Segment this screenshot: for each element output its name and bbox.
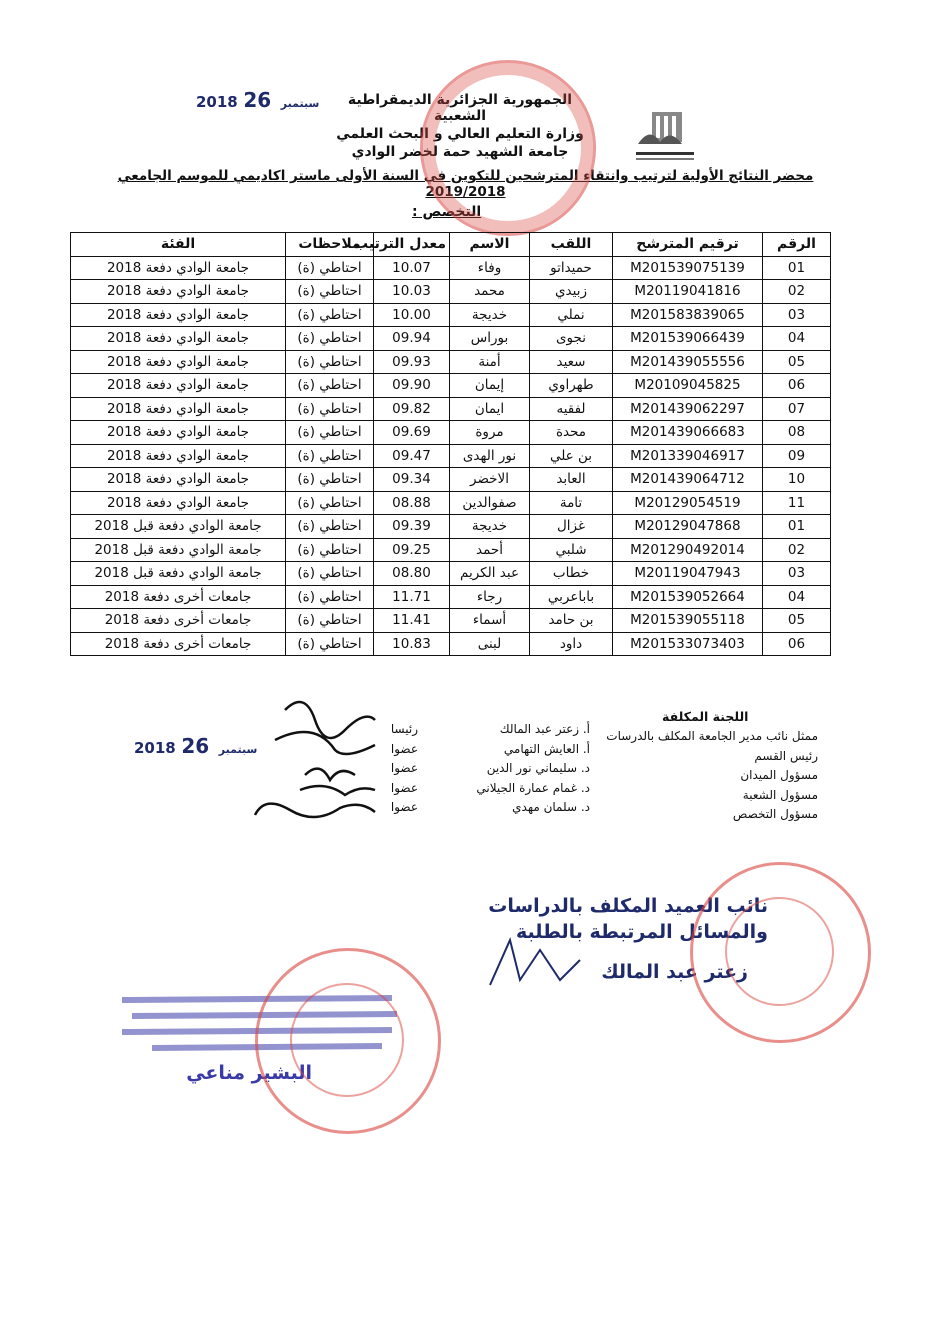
last-name: نجوى (530, 327, 613, 351)
vice-dean-name: زعتر عبد المالك (601, 961, 748, 983)
row-number: 06 (763, 632, 831, 656)
col-lastname-header: اللقب (530, 233, 613, 257)
rectorate-stamp-inner (290, 983, 404, 1097)
table-row (71, 609, 831, 633)
note: احتاطي (ة) (286, 538, 374, 562)
university-line: جامعة الشهيد حمة لخضر الوادي (351, 144, 569, 160)
row-number: 03 (763, 562, 831, 586)
candidate-id: M20109045825 (613, 374, 763, 398)
last-name: سعيد (530, 350, 613, 374)
note: احتاطي (ة) (286, 374, 374, 398)
position-item: عضوا (390, 800, 418, 815)
note: احتاطي (ة) (286, 327, 374, 351)
category: جامعة الوادي دفعة 2018 (71, 280, 286, 304)
last-name: نملي (530, 303, 613, 327)
ranking-average: 11.71 (374, 585, 450, 609)
candidate-id: M20119041816 (613, 280, 763, 304)
ranking-average: 11.41 (374, 609, 450, 633)
date-year: 2018 (196, 93, 238, 111)
last-name: العابد (530, 468, 613, 492)
first-name: أمنة (450, 350, 530, 374)
first-name: إيمان (450, 374, 530, 398)
last-name: محدة (530, 421, 613, 445)
table-row (71, 444, 831, 468)
category: جامعات أخرى دفعة 2018 (71, 609, 286, 633)
member-item: أ. العايش التهامي (503, 741, 590, 756)
date-stamp-top (196, 88, 323, 112)
first-name: عبد الكريم (450, 562, 530, 586)
ranking-average: 09.34 (374, 468, 450, 492)
first-name: وفاء (450, 256, 530, 280)
last-name: غزال (530, 515, 613, 539)
row-number: 05 (763, 609, 831, 633)
committee-members (430, 720, 590, 818)
first-name: بوراس (450, 327, 530, 351)
category: جامعة الوادي دفعة 2018 (71, 468, 286, 492)
note: احتاطي (ة) (286, 632, 374, 656)
first-name: خديجة (450, 515, 530, 539)
last-name: بن حامد (530, 609, 613, 633)
row-number: 04 (763, 327, 831, 351)
ranking-average: 09.47 (374, 444, 450, 468)
document-title: محضر النتائج الأولية لترتيب وانتقاء المترشحين للتكوين في السنة الأولى ماستر اكاديمي للموسم الجامعي 2019/2018 (117, 168, 814, 200)
table-row (71, 491, 831, 515)
col-average-header: معدل الترتيب (374, 233, 450, 257)
role-item: ممثل نائب مدير الجامعة المكلف بالدرسات (606, 729, 818, 743)
table-row (71, 632, 831, 656)
table-row (71, 515, 831, 539)
row-number: 02 (763, 280, 831, 304)
category: جامعة الوادي دفعة قبل 2018 (71, 515, 286, 539)
position-item: عضوا (390, 780, 418, 795)
first-name: مروة (450, 421, 530, 445)
category: جامعات أخرى دفعة 2018 (71, 632, 286, 656)
last-name: طهراوي (530, 374, 613, 398)
first-name: أحمد (450, 538, 530, 562)
first-name: أسماء (450, 609, 530, 633)
table-row (71, 280, 831, 304)
first-name: نور الهدى (450, 444, 530, 468)
row-number: 08 (763, 421, 831, 445)
col-firstname-header: الاسم (450, 233, 530, 257)
candidate-id: M201539066439 (613, 327, 763, 351)
table-row (71, 585, 831, 609)
candidate-id: M20119047943 (613, 562, 763, 586)
note: احتاطي (ة) (286, 491, 374, 515)
category: جامعة الوادي دفعة 2018 (71, 444, 286, 468)
table-row (71, 562, 831, 586)
first-name: خديجة (450, 303, 530, 327)
ranking-average: 09.39 (374, 515, 450, 539)
note: احتاطي (ة) (286, 609, 374, 633)
ranking-average: 10.83 (374, 632, 450, 656)
candidate-id: M201583839065 (613, 303, 763, 327)
table-row (71, 421, 831, 445)
vice-dean-signature (480, 930, 590, 990)
note: احتاطي (ة) (286, 397, 374, 421)
note: احتاطي (ة) (286, 421, 374, 445)
category: جامعة الوادي دفعة 2018 (71, 327, 286, 351)
last-name: بن علي (530, 444, 613, 468)
row-number: 09 (763, 444, 831, 468)
row-number: 03 (763, 303, 831, 327)
last-name: خطاب (530, 562, 613, 586)
vice-rector-name: البشير مناعي (186, 1062, 312, 1084)
last-name: تامة (530, 491, 613, 515)
ranking-average: 10.03 (374, 280, 450, 304)
last-name: داود (530, 632, 613, 656)
category: جامعة الوادي دفعة 2018 (71, 491, 286, 515)
note: احتاطي (ة) (286, 468, 374, 492)
row-number: 07 (763, 397, 831, 421)
candidate-id: M201539055118 (613, 609, 763, 633)
note: احتاطي (ة) (286, 303, 374, 327)
results-table (70, 232, 831, 656)
date-month: سبتمبر (280, 97, 320, 110)
row-number: 10 (763, 468, 831, 492)
first-name: محمد (450, 280, 530, 304)
note: احتاطي (ة) (286, 256, 374, 280)
first-name: رجاء (450, 585, 530, 609)
category: جامعة الوادي دفعة 2018 (71, 350, 286, 374)
first-name: الاخضر (450, 468, 530, 492)
candidate-id: M201533073403 (613, 632, 763, 656)
last-name: لفقيه (530, 397, 613, 421)
row-number: 11 (763, 491, 831, 515)
faculty-stamp-inner (725, 897, 834, 1006)
ranking-average: 09.94 (374, 327, 450, 351)
specialty-label: التخصص : (412, 204, 482, 220)
table-header-row (71, 233, 831, 257)
vice-dean-title-2: والمسائل المرتبطة بالطلبة (515, 921, 768, 943)
candidate-id: M201439062297 (613, 397, 763, 421)
first-name: ايمان (450, 397, 530, 421)
position-item: رئيسا (390, 722, 418, 736)
date-stamp-middle (134, 734, 261, 758)
member-item: د. سليماني نور الدين (486, 761, 590, 776)
first-name: لبنى (450, 632, 530, 656)
date-day: 26 (243, 88, 272, 112)
ministry-line: وزارة التعليم العالي و البحث العلمي (336, 126, 584, 142)
position-item: عضوا (390, 761, 418, 776)
ranking-average: 09.82 (374, 397, 450, 421)
row-number: 01 (763, 515, 831, 539)
role-item: مسؤول الميدان (740, 768, 818, 783)
note: احتاطي (ة) (286, 444, 374, 468)
row-number: 05 (763, 350, 831, 374)
candidate-id: M20129047868 (613, 515, 763, 539)
category: جامعة الوادي دفعة قبل 2018 (71, 562, 286, 586)
category: جامعة الوادي دفعة 2018 (71, 256, 286, 280)
note: احتاطي (ة) (286, 585, 374, 609)
category: جامعة الوادي دفعة قبل 2018 (71, 538, 286, 562)
note: احتاطي (ة) (286, 562, 374, 586)
ranking-average: 10.00 (374, 303, 450, 327)
candidate-id: M201290492014 (613, 538, 763, 562)
table-row (71, 538, 831, 562)
vice-dean-title-1: نائب العميد المكلف بالدراسات (488, 895, 768, 917)
table-row (71, 397, 831, 421)
member-item: أ. زعتر عبد المالك (499, 722, 590, 736)
role-item: مسؤول الشعبة (742, 787, 818, 802)
col-category-header: الفئة (71, 233, 286, 257)
date-month: سبتمبر (218, 743, 258, 756)
table-row (71, 374, 831, 398)
candidate-id: M201339046917 (613, 444, 763, 468)
republic-line: الجمهورية الجزائرية الديمقراطية الشعبية (347, 92, 573, 124)
table-row (71, 327, 831, 351)
university-logo (630, 108, 700, 168)
position-item: عضوا (390, 741, 418, 756)
ranking-average: 09.90 (374, 374, 450, 398)
col-candidate-id-header: ترقيم المترشح (613, 233, 763, 257)
category: جامعات أخرى دفعة 2018 (71, 585, 286, 609)
ranking-average: 10.07 (374, 256, 450, 280)
candidate-id: M201439064712 (613, 468, 763, 492)
member-item: د. غمام عمارة الجيلاني (476, 780, 590, 795)
row-number: 02 (763, 538, 831, 562)
category: جامعة الوادي دفعة 2018 (71, 374, 286, 398)
candidate-id: M201539075139 (613, 256, 763, 280)
col-number-header: الرقم (763, 233, 831, 257)
ranking-average: 09.93 (374, 350, 450, 374)
row-number: 06 (763, 374, 831, 398)
candidate-id: M201539052664 (613, 585, 763, 609)
first-name: صفوالدين (450, 491, 530, 515)
date-year: 2018 (134, 739, 176, 757)
committee-roles (558, 727, 818, 825)
ranking-average: 09.69 (374, 421, 450, 445)
row-number: 01 (763, 256, 831, 280)
note: احتاطي (ة) (286, 350, 374, 374)
table-row (71, 468, 831, 492)
committee-title: اللجنة المكلفة (662, 709, 749, 724)
member-item: د. سلمان مهدي (512, 800, 590, 815)
candidate-id: M20129054519 (613, 491, 763, 515)
row-number: 04 (763, 585, 831, 609)
table-row (71, 350, 831, 374)
role-item: مسؤول التخصص (732, 807, 818, 822)
category: جامعة الوادي دفعة 2018 (71, 397, 286, 421)
ranking-average: 09.25 (374, 538, 450, 562)
category: جامعة الوادي دفعة 2018 (71, 421, 286, 445)
last-name: زبيدي (530, 280, 613, 304)
last-name: باباعربي (530, 585, 613, 609)
table-row (71, 256, 831, 280)
candidate-id: M201439055556 (613, 350, 763, 374)
last-name: حميداتو (530, 256, 613, 280)
ranking-average: 08.88 (374, 491, 450, 515)
note: احتاطي (ة) (286, 515, 374, 539)
note: احتاطي (ة) (286, 280, 374, 304)
candidate-id: M201439066683 (613, 421, 763, 445)
last-name: شلبي (530, 538, 613, 562)
table-row (71, 303, 831, 327)
role-item: رئيس القسم (754, 748, 818, 763)
date-day: 26 (181, 734, 210, 758)
committee-signatures (245, 690, 385, 830)
ministry-stamp-top (420, 60, 596, 236)
col-notes-header: ملاحظات (286, 233, 374, 257)
ranking-average: 08.80 (374, 562, 450, 586)
category: جامعة الوادي دفعة 2018 (71, 303, 286, 327)
